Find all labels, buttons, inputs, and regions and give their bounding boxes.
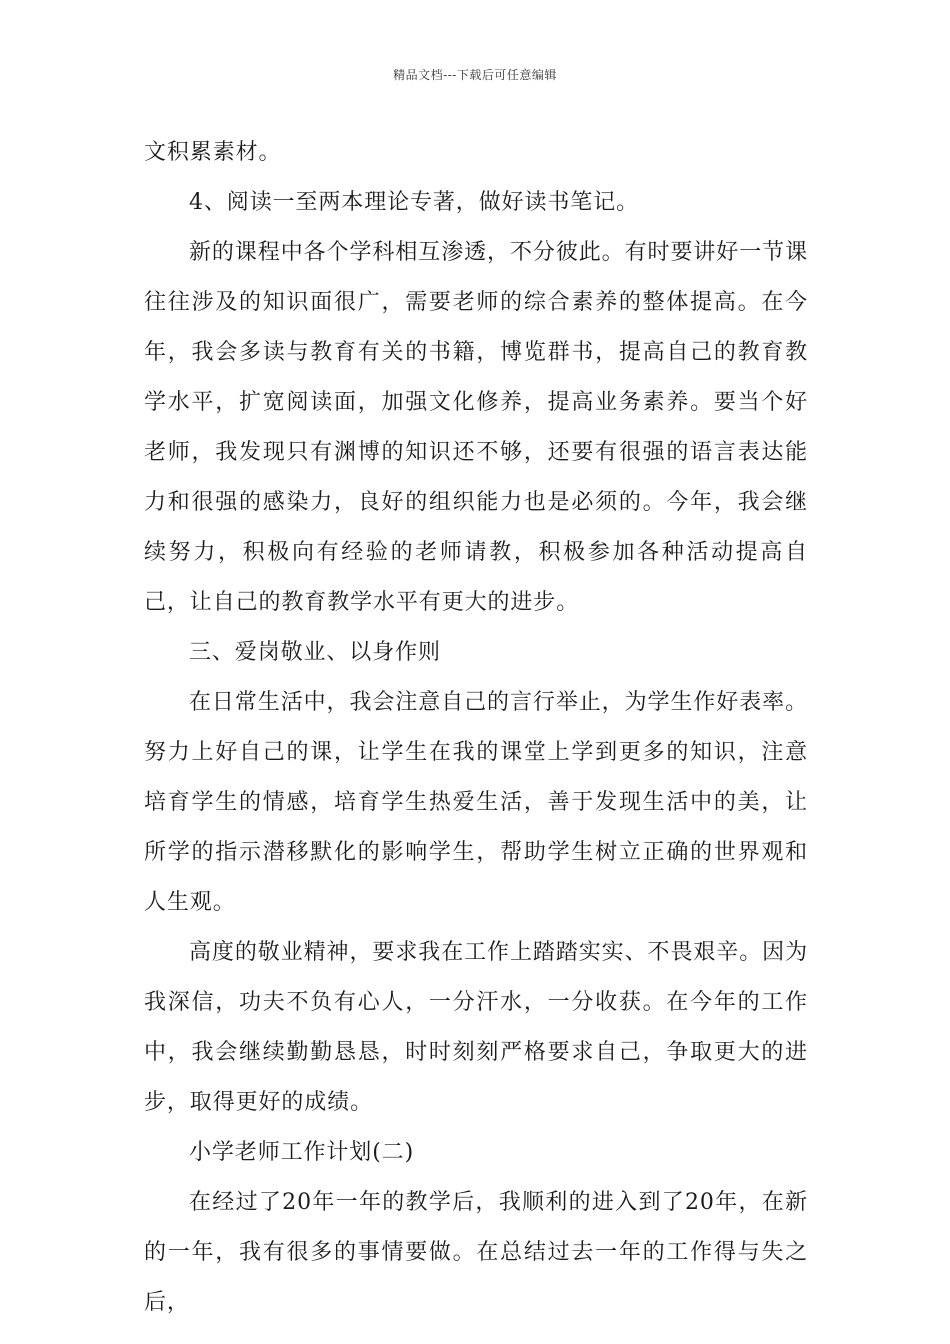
paragraph-5: 在日常生活中，我会注意自己的言行举止，为学生作好表率。努力上好自己的课，让学生在我的课堂上学到更多的知识，注意培育学生的情感，培育学生热爱生活，善于发现生活中的美，让所学的指示潜移默化的影响学生，帮助学生树立正确的世界观和人生观。 bbox=[144, 690, 808, 915]
paragraph-2: 4、阅读一至两本理论专著，做好读书笔记。 bbox=[189, 190, 639, 215]
page-header: 精品文档---下载后可任意编辑 bbox=[393, 68, 557, 82]
paragraph-3: 新的课程中各个学科相互渗透，不分彼此。有时要讲好一节课往往涉及的知识面很广，需要老师的综合素养的整体提高。在今年，我会多读与教育有关的书籍，博览群书，提高自己的教育教学水平，扩宽阅读面，加强文化修养，提高业务素养。要当个好老师，我发现只有渊博的知识还不够，还要有很强的语言表达能力和很强的感染力，良好的组织能力也是必须的。今年，我会继续努力，积极向有经验的老师请教，积极参加各种活动提高自己，让自己的教育教学水平有更大的进步。 bbox=[144, 240, 808, 615]
paragraph-8: 在经过了20年一年的教学后，我顺利的进入到了20年，在新的一年，我有很多的事情要做。在总结过去一年的工作得与失之后， bbox=[144, 1190, 808, 1315]
paragraph-1: 文积累素材。 bbox=[144, 140, 282, 165]
document-body bbox=[144, 128, 808, 1328]
section-heading-3: 三、爱岗敬业、以身作则 bbox=[189, 640, 441, 665]
paragraph-6: 高度的敬业精神，要求我在工作上踏踏实实、不畏艰辛。因为我深信，功夫不负有心人，一分汗水，一分收获。在今年的工作中，我会继续勤勤恳恳，时时刻刻严格要求自己，争取更大的进步，取得更好的成绩。 bbox=[144, 940, 808, 1115]
section-title-plan-2: 小学老师工作计划(二) bbox=[189, 1140, 415, 1165]
